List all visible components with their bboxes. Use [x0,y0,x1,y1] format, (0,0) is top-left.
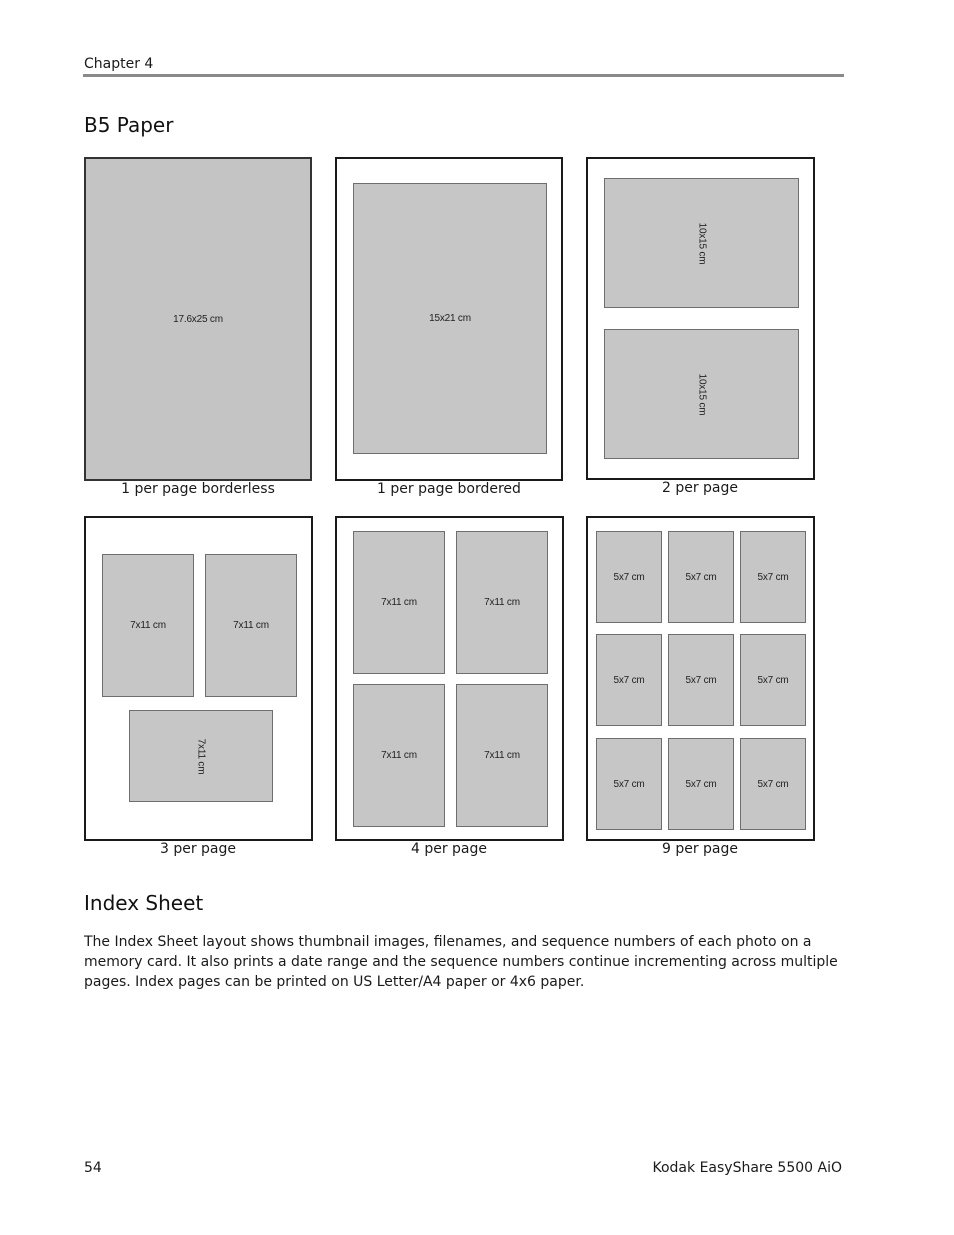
photo-size-label: 5x7 cm [685,674,717,686]
caption-1-bordered: 1 per page bordered [377,481,521,497]
photo-slot [596,634,662,726]
photo-size-label: 7x11 cm [233,620,269,631]
caption-9-per-page: 9 per page [661,841,739,857]
photo-size-label: 5x7 cm [757,778,789,790]
photo-slot [596,531,662,623]
photo-slot [129,710,273,802]
sheet-2-per-page [586,157,815,480]
photo-slot [102,554,194,697]
photo-size-label: 10x15 cm [695,222,707,264]
chapter-label: Chapter 4 [84,56,154,72]
sheet-9-per-page [586,516,815,841]
photo-slot [740,531,806,623]
index-sheet-description: The Index Sheet layout shows thumbnail images, filenames, and sequence numbers of each photo on a memory card. It also prints a date range and the sequence numbers continue incrementing across multiple pages. Index pages can be printed on US Letter/A4 paper or 4x6 paper. [84,934,838,990]
header-rule [83,74,844,77]
photo-size-label: 10x15 cm [695,373,707,415]
photo-size-label: 7x11 cm [381,750,417,761]
product-name: Kodak EasyShare 5500 AiO [652,1160,842,1176]
photo-slot [353,531,445,674]
photo-size-label: 7x11 cm [484,597,520,608]
photo-size-label: 5x7 cm [757,571,789,583]
photo-size-label: 7x11 cm [130,620,166,631]
caption-4-per-page: 4 per page [410,841,488,857]
index-sheet-heading: Index Sheet [84,891,204,915]
photo-size-label: 7x11 cm [381,597,417,608]
photo-size-label: 5x7 cm [685,571,717,583]
caption-3-per-page: 3 per page [159,841,237,857]
photo-slot [740,634,806,726]
photo-size-label: 7x11 cm [195,738,207,774]
sheet-4-per-page [335,516,564,841]
photo-slot [668,738,734,830]
photo-slot [353,684,445,827]
photo-slot [456,684,548,827]
page-number: 54 [84,1160,102,1176]
photo-slot [604,178,799,308]
photo-slot [456,531,548,674]
photo-size-label: 5x7 cm [685,778,717,790]
photo-slot [604,329,799,459]
photo-slot [353,183,547,454]
sheet-3-per-page [84,516,313,841]
sheet-1-bordered [335,157,563,481]
photo-size-label: 5x7 cm [613,571,645,583]
photo-size-label: 17.6x25 cm [173,313,223,325]
b5-paper-heading: B5 Paper [84,113,174,137]
photo-slot [205,554,297,697]
photo-slot [740,738,806,830]
photo-size-label: 5x7 cm [613,778,645,790]
sheet-1-borderless [84,157,312,481]
photo-size-label: 15x21 cm [429,313,471,324]
caption-2-per-page: 2 per page [661,480,739,496]
photo-slot [596,738,662,830]
photo-size-label: 5x7 cm [613,674,645,686]
photo-slot [86,159,310,479]
photo-size-label: 5x7 cm [757,674,789,686]
photo-slot [668,634,734,726]
photo-size-label: 7x11 cm [484,750,520,761]
caption-1-borderless: 1 per page borderless [121,481,275,497]
photo-slot [668,531,734,623]
